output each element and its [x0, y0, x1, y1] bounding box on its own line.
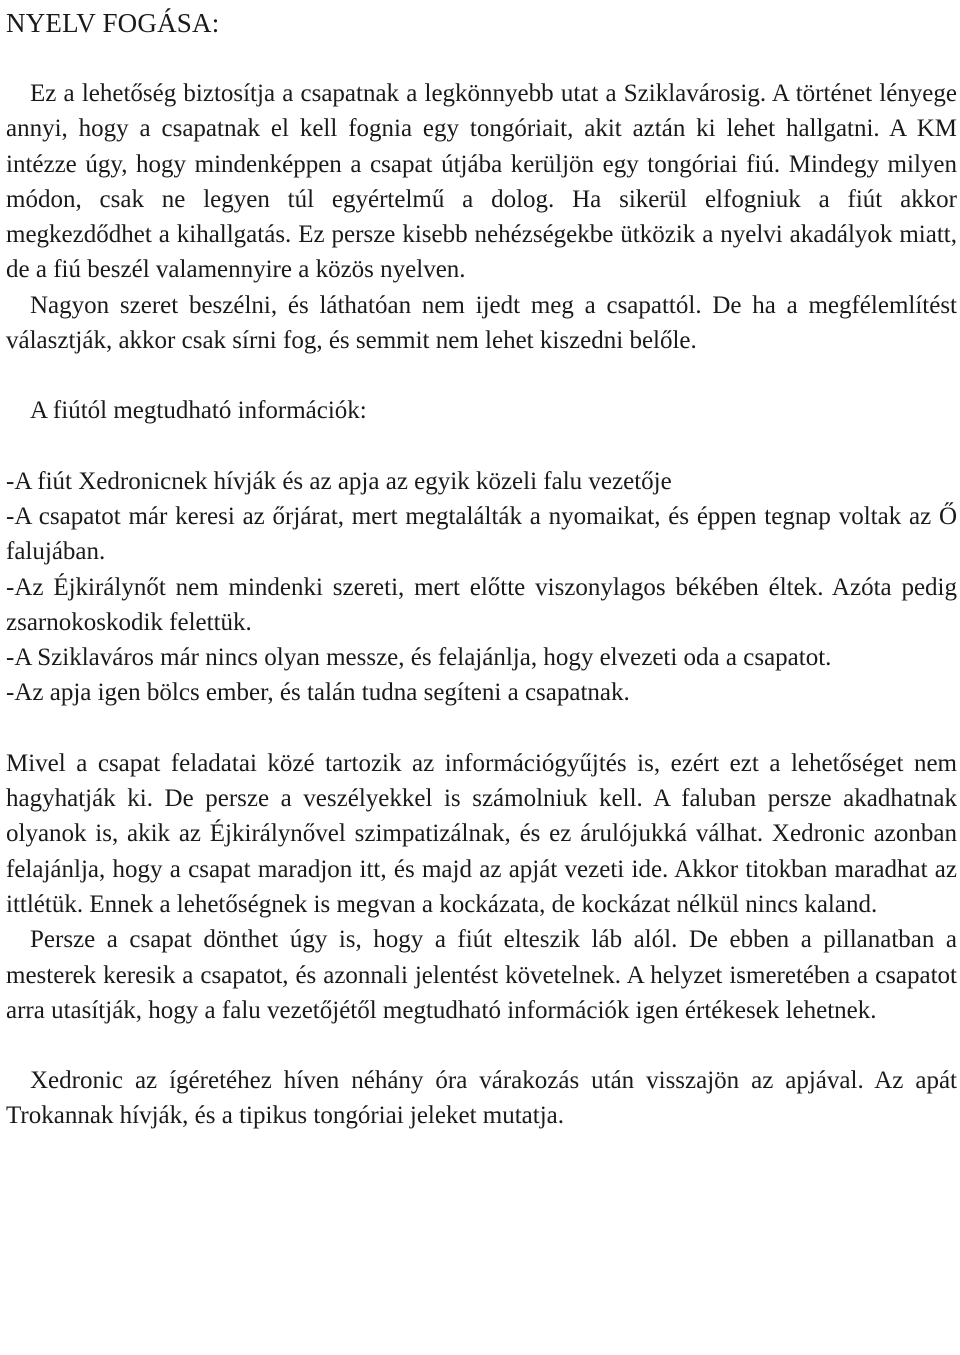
list-item: -Az Éjkirálynőt nem mindenki szereti, mert előtte viszonylagos békében éltek. Azóta pedig zsarnokoskodik felettük.: [6, 573, 957, 636]
intro-paragraph-2: Nagyon szeret beszélni, és láthatóan nem ijedt meg a csapattól. De ha a megfélemlítést választják, akkor csak sírni fog, és semmit nem lehet kiszedni belőle.: [6, 291, 957, 355]
spacer: [6, 39, 957, 76]
page-title: NYELV FOGÁSA:: [6, 8, 220, 38]
intro-paragraph-1: Ez a lehetőség biztosítja a csapatnak a legkönnyebb utat a Sziklavárosig. A történet lényege annyi, hogy a csapatnak el kell fognia egy tongóriait, akit aztán ki lehet hallgatni. A KM intézze úgy, hogy mindenképpen a csapat útjába kerüljön egy tongóriai fiú. Mindegy milyen módon, csak ne legyen túl egyértelmű a dolog. Ha sikerül elfogniuk a fiút akkor megkezdődhet a kihallgatás. Ez persze kisebb nehézségekbe ütközik a nyelvi akadályok miatt, de a fiú beszél valamennyire a közös nyelven.: [6, 80, 957, 284]
info-list: [6, 464, 957, 711]
list-item: -A fiút Xedronicnek hívják és az apja az egyik közeli falu vezetője: [6, 467, 672, 495]
list-item: -A csapatot már keresi az őrjárat, mert megtalálták a nyomaikat, és éppen tegnap voltak az Ő falujában.: [6, 502, 957, 566]
section2-paragraph-1: Mivel a csapat feladatai közé tartozik az információgyűjtés is, ezért ezt a lehetőséget nem hagyhatják ki. De persze a veszélyekkel is számolniuk kell. A faluban persze akadhatnak olyanok is, akik az Éjkirálynővel szimpatizálnak, és ez árulójukká válhat. Xedronic azonban felajánlja, hogy a csapat maradjon itt, és majd az apját vezeti ide. Akkor titokban maradhat az ittlétük. Ennek a lehetőségnek is megvan a kockázata, de kockázat nélkül nincs kaland.: [6, 749, 957, 918]
section2-paragraph-2: Persze a csapat dönthet úgy is, hogy a fiút elteszik láb alól. De ebben a pillanatban a mesterek keresik a csapatot, és azonnali jelentést követelnek. A helyzet ismeretében a csapatot arra utasítják, hogy a falu vezetőjétől megtudható információk igen értékesek lehetnek.: [6, 926, 957, 1024]
document-page: [6, 0, 957, 1134]
info-heading: A fiútól megtudható információk:: [30, 397, 367, 425]
list-item: -Az apja igen bölcs ember, és talán tudna segíteni a csapatnak.: [6, 679, 630, 707]
spacer: [6, 358, 957, 393]
spacer: [6, 1028, 957, 1063]
section3-paragraph-1: Xedronic az ígéretéhez híven néhány óra várakozás után visszajön az apjával. Az apát Trokannak hívják, és a tipikus tongóriai jeleket mutatja.: [6, 1067, 957, 1130]
spacer: [6, 429, 957, 464]
spacer: [6, 711, 957, 746]
list-item: -A Sziklaváros már nincs olyan messze, és felajánlja, hogy elvezeti oda a csapatot.: [6, 644, 832, 672]
